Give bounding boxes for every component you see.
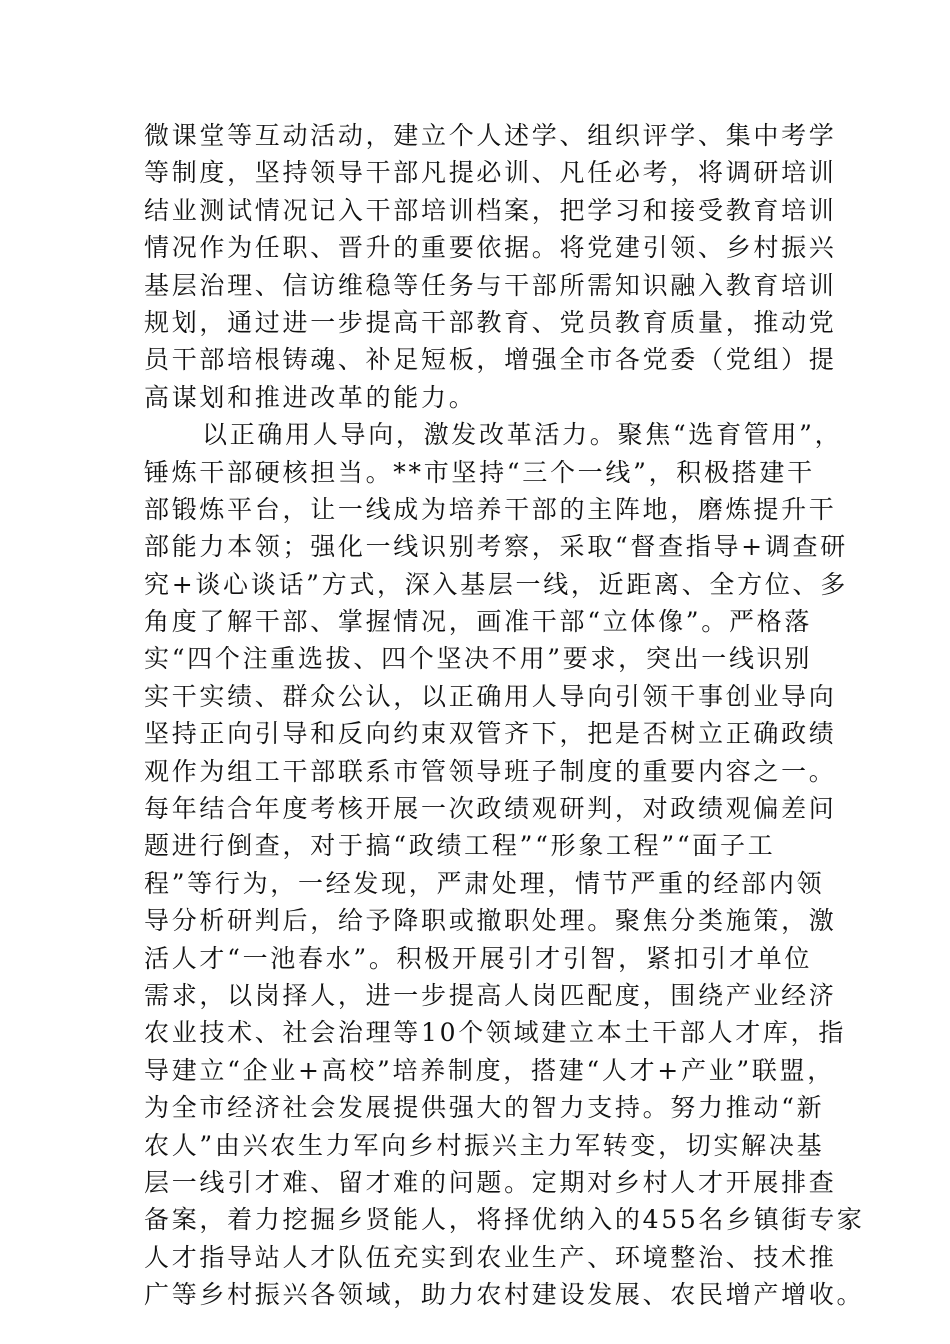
text-line: 员干部培根铸魂、补足短板，增强全市各党委（党组）提 [144,345,837,375]
text-line: 广等乡村振兴各领域，助力农村建设发展、农民增产增收。 [144,1280,865,1310]
text-line: 每年结合年度考核开展一次政绩观研判，对政绩观偏差问 [144,794,837,824]
text-line: 农业技术、社会治理等10个领域建立本土干部人才库，指 [144,1018,847,1048]
text-line: 人才指导站人才队伍充实到农业生产、环境整治、技术推 [144,1242,837,1272]
text-line: 农人”由兴农生力军向乡村振兴主力军转变，切实解决基 [144,1130,825,1160]
text-line: 实“四个注重选拔、四个坚决不用”要求，突出一线识别 [144,644,813,674]
text-line: 需求，以岗择人，进一步提高人岗匹配度，围绕产业经济 [144,980,837,1010]
text-line: 结业测试情况记入干部培训档案，把学习和接受教育培训 [144,195,837,225]
text-line: 层一线引才难、留才难的问题。定期对乡村人才开展排查 [144,1167,837,1197]
text-line: 角度了解干部、掌握情况，画准干部“立体像”。严格落 [144,607,813,637]
text-line: 为全市经济社会发展提供强大的智力支持。努力推动“新 [144,1093,825,1123]
paragraph-start-line: 以正确用人导向，激发改革活力。聚焦“选育管用”， [202,420,843,450]
text-line: 观作为组工干部联系市管领导班子制度的重要内容之一。 [144,756,837,786]
text-line: 导建立“企业+高校”培养制度，搭建“人才+产业”联盟， [144,1055,835,1085]
text-line: 导分析研判后，给予降职或撤职处理。聚焦分类施策，激 [144,906,837,936]
text-line: 基层治理、信访维稳等任务与干部所需知识融入教育培训 [144,270,837,300]
body-text [144,117,865,1314]
text-line: 实干实绩、群众公认，以正确用人导向引领干事创业导向 [144,681,837,711]
text-line: 活人才“一池春水”。积极开展引才引智，紧扣引才单位 [144,943,813,973]
text-line: 锤炼干部硬核担当。**市坚持“三个一线”，积极搭建干 [144,457,815,487]
text-line: 坚持正向引导和反向约束双管齐下，把是否树立正确政绩 [144,719,837,749]
text-line: 高谋划和推进改革的能力。 [144,382,477,412]
text-line: 部能力本领；强化一线识别考察，采取“督查指导+调查研 [144,532,848,562]
text-line: 规划，通过进一步提高干部教育、党员教育质量，推动党 [144,307,837,337]
text-line: 备案，着力挖掘乡贤能人，将择优纳入的455名乡镇街专家 [144,1205,865,1235]
text-line: 部锻炼平台，让一线成为培养干部的主阵地，磨炼提升干 [144,494,837,524]
text-line: 情况作为任职、晋升的重要依据。将党建引领、乡村振兴 [144,233,837,263]
text-line: 究+谈心谈话”方式，深入基层一线，近距离、全方位、多 [144,569,848,599]
text-line: 题进行倒查，对于搞“政绩工程”“形象工程”“面子工 [144,831,776,861]
text-line: 程”等行为，一经发现，严肃处理，情节严重的经部内领 [144,868,825,898]
text-line: 等制度，坚持领导干部凡提必训、凡任必考，将调研培训 [144,158,837,188]
text-line: 微课堂等互动活动，建立个人述学、组织评学、集中考学 [144,121,837,150]
